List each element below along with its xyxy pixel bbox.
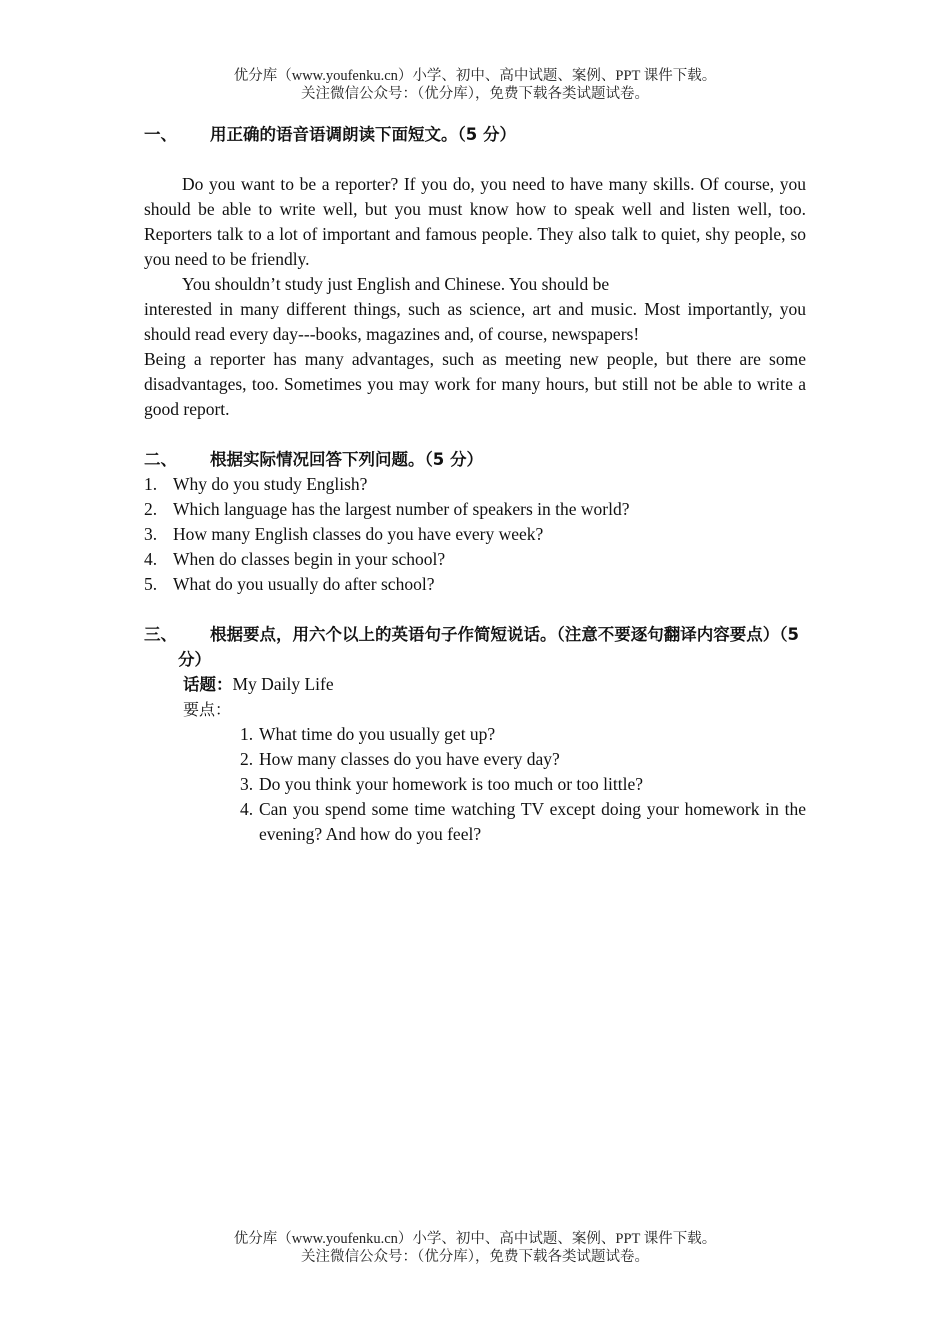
list-item — [240, 747, 806, 772]
list-item — [240, 772, 806, 797]
passage-paragraph-1: Do you want to be a reporter? If you do, you need to have many skills. Of course, you should be able to write well, but you must know how to speak well and listen well, too. Reporters talk to a lot of important and famous people. They also talk to quiet, shy people, so you need to be friendly. — [144, 174, 806, 269]
list-item — [144, 472, 806, 497]
footer-line-2: 关注微信公众号：（优分库），免费下载各类试题试卷。 — [301, 1249, 649, 1265]
question-text: Why do you study English? — [173, 474, 368, 494]
section-3-heading — [144, 622, 806, 672]
question-list — [144, 472, 806, 597]
question-number: 4. — [144, 549, 158, 569]
point-number: 4. — [240, 799, 254, 819]
section-3-title: 根据要点，用六个以上的英语句子作简短说话。（注意不要逐句翻译内容要点）（5 分） — [178, 625, 799, 669]
point-text: What time do you usually get up? — [259, 724, 496, 744]
section-1-number: 一、 — [144, 125, 177, 144]
points-label: 要点： — [183, 700, 232, 719]
point-text: Do you think your homework is too much or too little? — [259, 774, 643, 794]
passage-paragraph-2a: You shouldn’t study just English and Chinese. You should be — [182, 274, 610, 294]
section-1-heading — [144, 122, 806, 147]
topic-value: My Daily Life — [232, 674, 334, 694]
header-line-2: 关注微信公众号：（优分库），免费下载各类试题试卷。 — [301, 86, 649, 102]
section-1-title: 用正确的语音语调朗读下面短文。（5 分） — [210, 125, 516, 144]
header-line-1: 优分库（www.youfenku.cn）小学、初中、高中试题、案例、PPT 课件下载。 — [233, 68, 717, 84]
section-2-number: 二、 — [144, 450, 177, 469]
question-text: When do classes begin in your school? — [173, 549, 446, 569]
point-number: 3. — [240, 774, 254, 794]
point-number: 2. — [240, 749, 254, 769]
topic-line — [144, 672, 806, 697]
question-number: 3. — [144, 524, 158, 544]
list-item — [144, 497, 806, 522]
passage-paragraph-3: Being a reporter has many advantages, such as meeting new people, but there are some disadvantages, too. Sometimes you may work for many hours, but still not be able to write a good report. — [144, 349, 806, 419]
question-number: 2. — [144, 499, 158, 519]
point-text: How many classes do you have every day? — [259, 749, 560, 769]
section-3-number: 三、 — [144, 625, 177, 644]
question-text: What do you usually do after school? — [173, 574, 435, 594]
points-list — [144, 722, 806, 847]
question-number: 5. — [144, 574, 158, 594]
passage-paragraph-2b: interested in many different things, such as science, art and music. Most importantly, you should read every day---books, magazines and, of course, newspapers! — [144, 299, 806, 344]
question-text: How many English classes do you have every week? — [173, 524, 544, 544]
point-number: 1. — [240, 724, 254, 744]
topic-label: 话题： — [183, 675, 233, 694]
question-text: Which language has the largest number of speakers in the world? — [173, 499, 630, 519]
list-item — [144, 522, 806, 547]
page-footer — [0, 1230, 950, 1266]
list-item — [144, 572, 806, 597]
list-item — [144, 547, 806, 572]
document-body — [144, 122, 806, 847]
page-header — [0, 67, 950, 103]
section-2-heading — [144, 447, 806, 472]
question-number: 1. — [144, 474, 158, 494]
list-item — [240, 797, 806, 847]
list-item — [240, 722, 806, 747]
section-2-title: 根据实际情况回答下列问题。（5 分） — [210, 450, 483, 469]
point-text: Can you spend some time watching TV except doing your homework in the evening? And how do you feel? — [259, 799, 806, 844]
footer-line-1: 优分库（www.youfenku.cn）小学、初中、高中试题、案例、PPT 课件下载。 — [233, 1231, 717, 1247]
